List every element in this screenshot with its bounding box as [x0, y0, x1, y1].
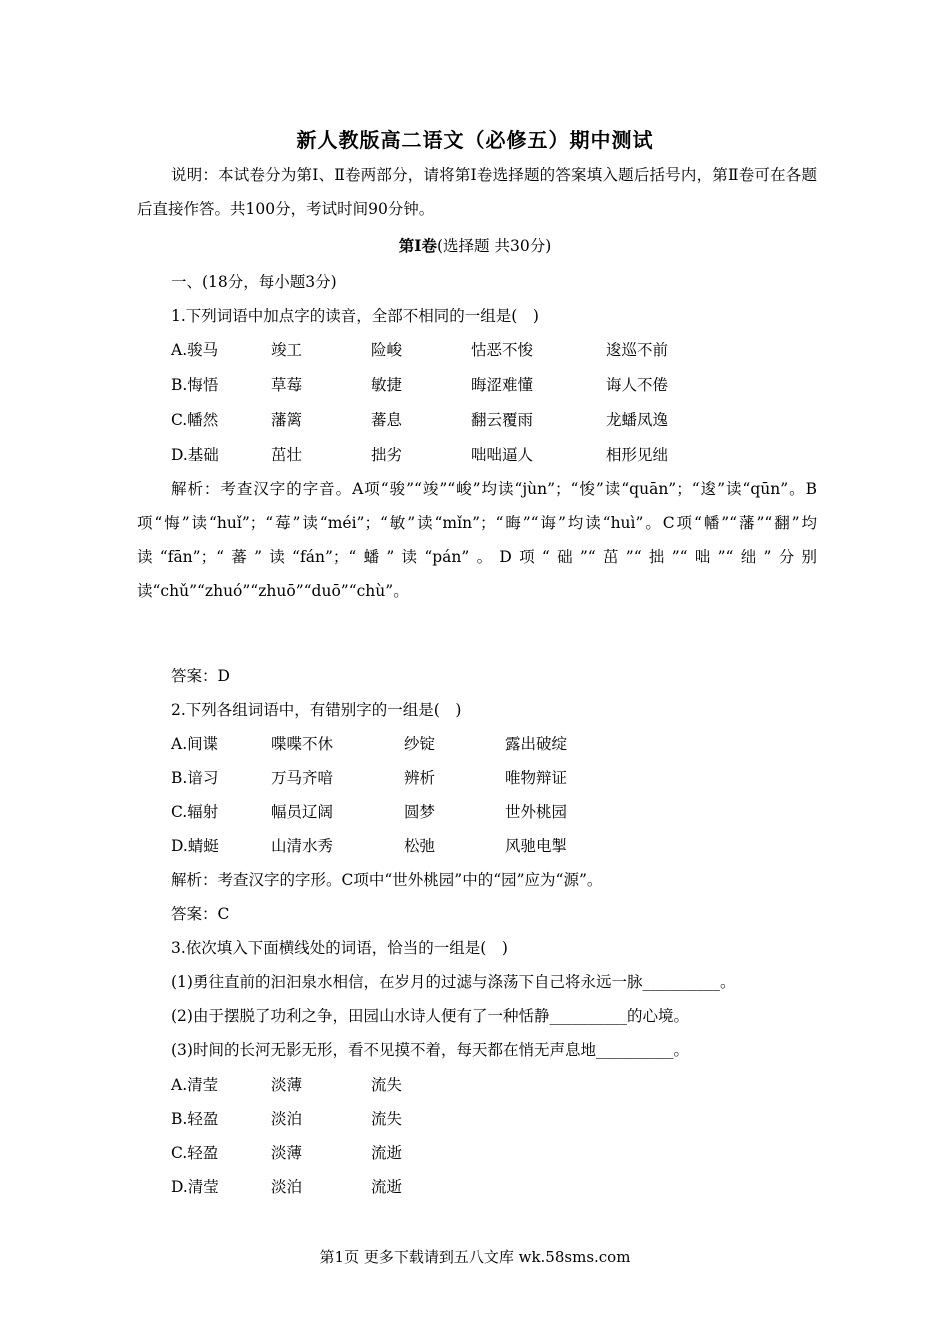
q2-option-c-2: 幅员辽阔 [271, 803, 334, 821]
q1-option-b-1: B.悔悟 [171, 376, 219, 394]
page-footer: 第1页 更多下载请到五八文库 wk.58sms.com [319, 1248, 631, 1266]
q1-option-d-1: D.基础 [171, 446, 219, 464]
section-note: (选择题 共30分) [437, 237, 552, 255]
q1-option-c-1: C.幡然 [171, 411, 219, 429]
q1-option-b-5: 诲人不倦 [606, 376, 669, 394]
q3-option-c-2: 淡薄 [271, 1144, 303, 1162]
q1-option-d-4: 咄咄逼人 [471, 446, 534, 464]
q2-option-c-4: 世外桃园 [505, 803, 568, 821]
q3-option-a-2: 淡薄 [271, 1076, 303, 1094]
q3-option-d-3: 流逝 [371, 1178, 403, 1196]
q3-sentence-3: (3)时间的长河无影无形，看不见摸不着，每天都在悄无声息地__________。 [171, 1041, 689, 1059]
q3-option-c-3: 流逝 [371, 1144, 403, 1162]
q3-option-d-2: 淡泊 [271, 1178, 303, 1196]
q2-option-b-2: 万马齐喑 [271, 769, 334, 787]
q2-option-c-1: C.辐射 [171, 803, 219, 821]
q1-option-a-4: 怙恶不悛 [471, 341, 534, 359]
q1-option-a-1 [171, 338, 218, 360]
q1-option-d-2: 茁壮 [271, 446, 303, 464]
q3-sentence-2: (2)由于摆脱了功利之争，田园山水诗人便有了一种恬静__________的心境。 [171, 1007, 689, 1025]
q1-analysis: 解析：考查汉字的字音。A项“骏”“竣”“峻”均读“jùn”；“悛”读“quān”；“逡”读“qūn”。B项“悔”读“huǐ”；“莓”读“méi”；“敏”读“mǐn”；“晦”“诲”均读“huì”。C项“幡”“藩”“翻”均读“fān”；“蕃”读“fán”；“蟠”读“pán”。D项“础”“茁”“拙”“咄”“绌”分别读“chǔ”“zhuó”“zhuō”“duō”“chù”。 [137, 480, 817, 600]
part-heading: 一、(18分，每小题3分) [171, 273, 337, 291]
q2-analysis: 解析：考查汉字的字形。C项中“世外桃园”中的“园”应为“源”。 [171, 871, 603, 889]
q1-option-b-4: 晦涩难懂 [471, 376, 534, 394]
q1-option-c-4: 翻云覆雨 [471, 411, 534, 429]
q1-stem: 1.下列词语中加点字的读音，全部不相同的一组是( ) [171, 307, 539, 325]
section-label: 第Ⅰ卷 [398, 236, 437, 255]
q1-option-a-5: 逡巡不前 [606, 341, 669, 359]
q1-option-d-5: 相形见绌 [606, 446, 669, 464]
q2-answer: 答案：C [171, 905, 230, 923]
q1-option-a-1-text: A.骏马 [171, 341, 219, 359]
q3-option-a-3: 流失 [371, 1076, 403, 1094]
q2-option-b-4: 唯物辩证 [505, 769, 568, 787]
q1-option-d-3: 拙劣 [371, 446, 403, 464]
q2-option-d-4: 风驰电掣 [505, 837, 568, 855]
q2-option-a-2: 喋喋不休 [271, 735, 334, 753]
q1-option-c-3: 蕃息 [371, 411, 403, 429]
q2-option-b-1: B.谙习 [171, 769, 219, 787]
q3-option-d-1: D.清莹 [171, 1178, 219, 1196]
q1-option-c-2: 藩篱 [271, 411, 303, 429]
q2-stem: 2.下列各组词语中，有错别字的一组是( ) [171, 701, 462, 719]
q2-option-d-2: 山清水秀 [271, 837, 334, 855]
q3-option-b-1: B.轻盈 [171, 1110, 219, 1128]
q3-option-b-3: 流失 [371, 1110, 403, 1128]
page-title: 新人教版高二语文（必修五）期中测试 [296, 128, 654, 152]
q3-sentence-1: (1)勇往直前的汩汩泉水相信，在岁月的过滤与涤荡下自己将永远一脉__________。 [171, 973, 736, 991]
q1-option-c-5: 龙蟠凤逸 [606, 411, 669, 429]
q3-option-b-2: 淡泊 [271, 1110, 303, 1128]
intro-paragraph: 说明：本试卷分为第Ⅰ、Ⅱ卷两部分，请将第Ⅰ卷选择题的答案填入题后括号内，第Ⅱ卷可在各题后直接作答。共100分，考试时间90分钟。 [137, 166, 817, 218]
q2-option-a-4: 露出破绽 [505, 735, 568, 753]
q1-option-a-2: 竣工 [271, 341, 303, 359]
q2-option-d-1: D.蜻蜓 [171, 837, 219, 855]
q2-option-a-3: 纱锭 [404, 735, 436, 753]
q1-option-b-2: 草莓 [271, 376, 303, 394]
q3-stem: 3.依次填入下面横线处的词语，恰当的一组是( ) [171, 939, 508, 957]
q1-option-a-3: 险峻 [371, 341, 403, 359]
q2-option-b-3: 辨析 [404, 769, 436, 787]
q3-option-a-1: A.清莹 [171, 1076, 219, 1094]
q2-option-c-3: 圆梦 [404, 803, 436, 821]
q1-option-b-3: 敏捷 [371, 376, 403, 394]
q1-answer: 答案：D [171, 667, 230, 685]
q2-option-a-1: A.间谍 [171, 735, 219, 753]
section-heading [0, 234, 950, 256]
q2-option-d-3: 松弛 [404, 837, 436, 855]
q3-option-c-1: C.轻盈 [171, 1144, 219, 1162]
